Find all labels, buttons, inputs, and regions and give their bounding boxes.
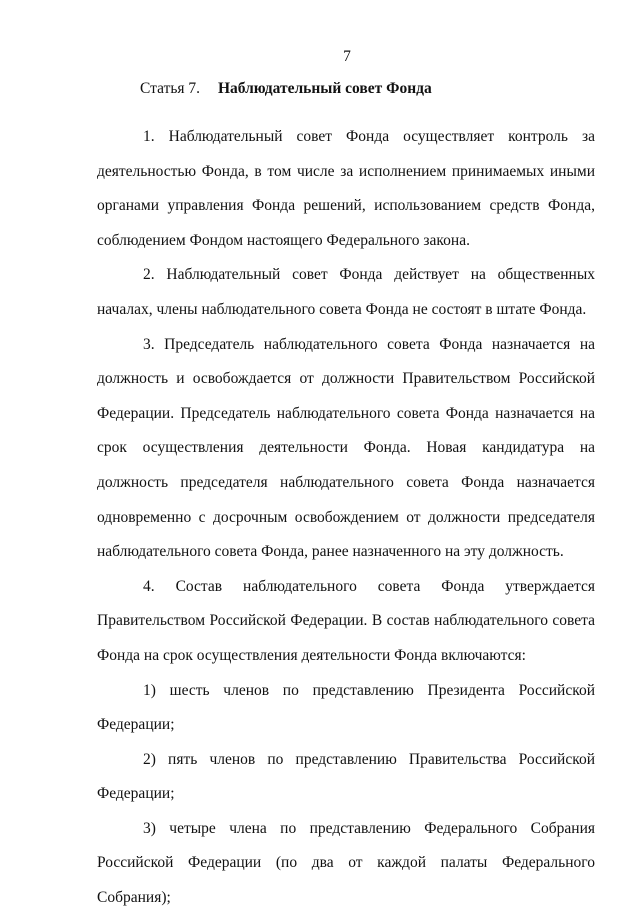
page-number: 7 [343,48,351,65]
article-heading [140,80,432,98]
paragraph-1: 1. Наблюдательный совет Фонда осуществляет контроль за деятельностью Фонда, в том числе за исполнением принимаемых иными органами управления Фонда решений, использованием средств Фонда, соблюдением Фондом настоящего Федерального закона. [97,128,595,249]
paragraph-4: 4. Состав наблюдательного совета Фонда утверждается Правительством Российской Федерации. В состав наблюдательного совета Фонда на срок осуществления деятельности Фонда включаются: [97,577,595,664]
list-item-3: 3) четыре члена по представлению Федерального Собрания Российской Федерации (по два от каждой палаты Федерального Собрания); [97,819,595,907]
article-title: Наблюдательный совет Фонда [217,80,432,97]
list-item-2: 2) пять членов по представлению Правительства Российской Федерации; [97,750,595,803]
article-number: Статья 7. [140,80,201,97]
paragraph-2: 2. Наблюдательный совет Фонда действует на общественных началах, члены наблюдательного совета Фонда не состоят в штате Фонда. [97,266,595,318]
paragraph-3: 3. Председатель наблюдательного совета Фонда назначается на должность и освобождается от должности Правительством Российской Федерации. Председатель наблюдательного совета Фонда назначается на срок осуществления деятельности Фонда. Новая кандидатура на должность председателя наблюдательного совета Фонда назначается одновременно с досрочным освобождением от должности председателя наблюдательного совета Фонда, ранее назначенного на эту должность. [97,335,595,561]
list-item-1: 1) шесть членов по представлению Президента Российской Федерации; [97,681,595,734]
article-body [97,120,595,916]
